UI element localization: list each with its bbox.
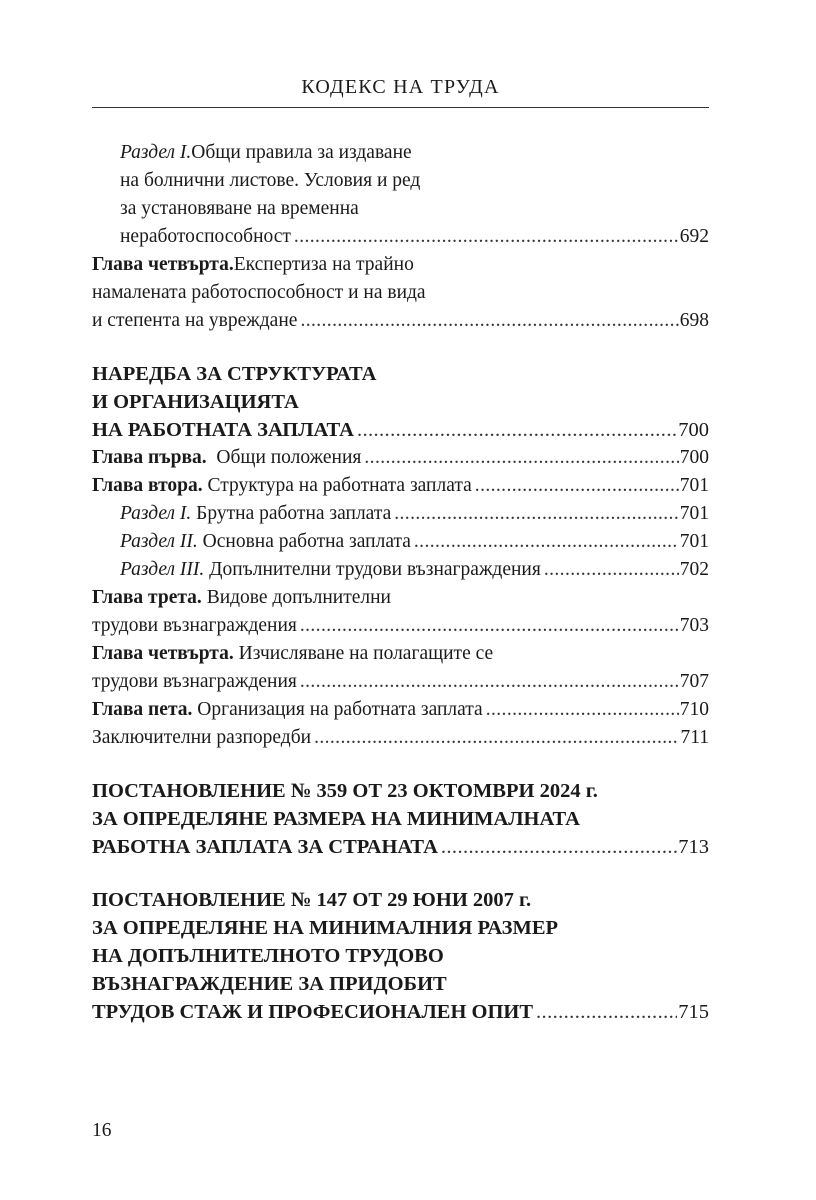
dot-leader: [357, 416, 677, 444]
dot-leader: [364, 444, 678, 472]
dot-leader: [536, 998, 677, 1026]
toc-heading-line: [92, 942, 709, 970]
toc-line: [92, 640, 709, 668]
toc-text: Видове допълнителни: [201, 587, 391, 608]
toc-heading-line: [92, 360, 709, 388]
toc-text: Допълнителни трудови възнаграждения: [204, 559, 541, 580]
toc-text: трудови възнаграждения: [92, 615, 297, 636]
toc-text: намалената работоспособност и на вида: [92, 282, 426, 303]
toc-heading-text: И ОРГАНИЗАЦИЯТА: [92, 391, 299, 413]
toc-page-number: 713: [678, 836, 709, 858]
toc-page-number: 692: [679, 226, 709, 247]
toc-heading-text: ПОСТАНОВЛЕНИЕ № 147 ОТ 29 ЮНИ 2007 г.: [92, 889, 532, 911]
toc-entry[interactable]: [92, 500, 709, 528]
toc-text: за установяване на временна: [120, 198, 359, 219]
toc-text: Общи положения: [206, 447, 362, 468]
toc-page-number: 702: [679, 559, 709, 580]
toc-page-number: 701: [679, 475, 709, 496]
dot-leader: [300, 612, 679, 640]
toc-label: Раздел I.: [120, 503, 192, 524]
toc-label: Глава трета.: [92, 587, 202, 608]
toc-text: Експертиза на трайно: [233, 254, 414, 275]
toc-page-number: 700: [678, 419, 709, 441]
toc-label: Глава четвърта.: [92, 254, 234, 275]
toc-text: и степента на увреждане: [92, 310, 298, 331]
toc-text: Организация на работната заплата: [192, 699, 483, 720]
toc-entry[interactable]: [92, 307, 709, 335]
toc-page-number: 700: [679, 447, 709, 468]
toc-page-number: 701: [679, 503, 709, 524]
dot-leader: [300, 668, 679, 696]
toc-text: неработоспособност: [120, 226, 291, 247]
toc-entry[interactable]: [92, 668, 709, 696]
toc-heading-text: ЗА ОПРЕДЕЛЯНЕ НА МИНИМАЛНИЯ РАЗМЕР: [92, 917, 559, 939]
toc-entry[interactable]: [92, 223, 709, 251]
toc-heading-text: НА РАБОТНАТА ЗАПЛАТА: [92, 419, 354, 441]
toc-heading-entry[interactable]: [92, 416, 709, 444]
toc-heading-line: [92, 388, 709, 416]
toc-text: Брутна работна заплата: [191, 503, 392, 524]
table-of-contents: [92, 139, 709, 1026]
dot-leader: [414, 528, 679, 556]
running-header: КОДЕКС НА ТРУДА: [301, 76, 500, 98]
toc-heading-line: [92, 970, 709, 998]
toc-entry[interactable]: [92, 724, 709, 752]
toc-page-number: 698: [679, 310, 709, 331]
toc-entry[interactable]: [92, 696, 709, 724]
dot-leader: [441, 833, 677, 861]
dot-leader: [475, 472, 679, 500]
toc-page-number: 710: [679, 699, 709, 720]
toc-entry[interactable]: [92, 444, 709, 472]
dot-leader: [394, 500, 679, 528]
toc-text: трудови възнаграждения: [92, 671, 297, 692]
toc-label: Раздел III.: [120, 559, 205, 580]
dot-leader: [544, 556, 679, 584]
toc-line: [92, 279, 709, 307]
toc-text: на болнични листове. Условия и ред: [120, 170, 421, 191]
dot-leader: [314, 724, 679, 752]
toc-heading-text: ВЪЗНАГРАЖДЕНИЕ ЗА ПРИДОБИТ: [92, 973, 447, 995]
toc-label: Глава пета.: [92, 699, 193, 720]
toc-entry[interactable]: [92, 528, 709, 556]
toc-entry[interactable]: [92, 612, 709, 640]
dot-leader: [294, 223, 679, 251]
toc-label: Раздел II.: [120, 531, 198, 552]
toc-heading-line: [92, 886, 709, 914]
toc-heading-entry[interactable]: [92, 833, 709, 861]
toc-page-number: 715: [678, 1001, 709, 1023]
toc-heading-text: НАРЕДБА ЗА СТРУКТУРАТА: [92, 363, 377, 385]
dot-leader: [486, 696, 679, 724]
toc-heading-text: ЗА ОПРЕДЕЛЯНЕ РАЗМЕРА НА МИНИМАЛНАТА: [92, 808, 580, 830]
toc-label: Раздел I.: [120, 142, 192, 163]
toc-page-number: 707: [679, 671, 709, 692]
toc-line: [92, 139, 709, 167]
toc-heading-text: РАБОТНА ЗАПЛАТА ЗА СТРАНАТА: [92, 836, 438, 858]
toc-heading-text: ТРУДОВ СТАЖ И ПРОФЕСИОНАЛЕН ОПИТ: [92, 1001, 534, 1023]
toc-text: Структура на работната заплата: [202, 475, 472, 496]
toc-heading-text: НА ДОПЪЛНИТЕЛНОТО ТРУДОВО: [92, 945, 444, 967]
toc-heading-line: [92, 805, 709, 833]
dot-leader: [300, 307, 678, 335]
page-number: 16: [92, 1120, 112, 1141]
toc-heading-line: [92, 777, 709, 805]
toc-line: [92, 195, 709, 223]
toc-label: Глава четвърта.: [92, 643, 234, 664]
toc-page-number: 701: [679, 531, 709, 552]
toc-line: [92, 167, 709, 195]
toc-text: Основна работна заплата: [197, 531, 411, 552]
toc-line: [92, 584, 709, 612]
toc-page-number: 711: [680, 727, 709, 748]
toc-heading-line: [92, 914, 709, 942]
toc-heading-text: ПОСТАНОВЛЕНИЕ № 359 ОТ 23 ОКТОМВРИ 2024 г.: [92, 780, 598, 802]
toc-heading-entry[interactable]: [92, 998, 709, 1026]
toc-label: Глава първа.: [92, 447, 207, 468]
toc-line: [92, 251, 709, 279]
header-rule: [92, 107, 709, 108]
toc-page-number: 703: [679, 615, 709, 636]
toc-text: Заключителни разпоредби: [92, 727, 312, 748]
toc-label: Глава втора.: [92, 475, 203, 496]
toc-entry[interactable]: [92, 556, 709, 584]
toc-text: Общи правила за издаване: [191, 142, 412, 163]
toc-entry[interactable]: [92, 472, 709, 500]
toc-text: Изчисляване на полагащите се: [233, 643, 494, 664]
